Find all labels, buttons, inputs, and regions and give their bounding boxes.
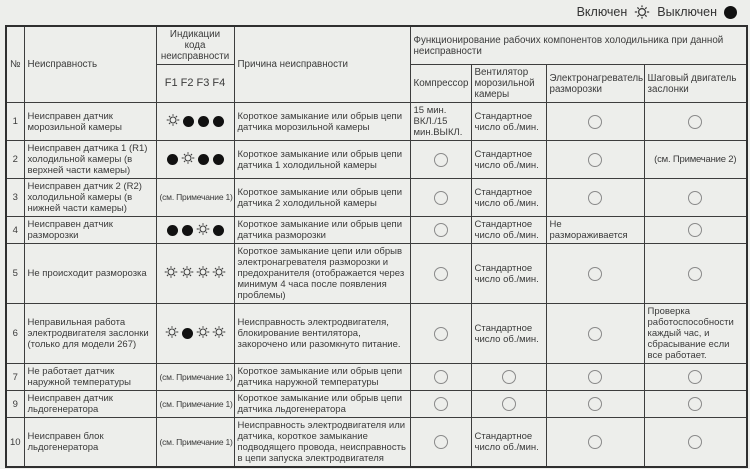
status-circle-icon	[588, 267, 602, 281]
col-header-num: №	[6, 26, 24, 103]
heater-cell	[546, 418, 644, 468]
row-num-cell: 10	[6, 418, 24, 468]
cause-cell: Короткое замыкание или обрыв цепи датчика 2 холодильной камеры	[234, 179, 410, 217]
table-row	[6, 244, 747, 304]
cause-cell: Короткое замыкание или обрыв цепи датчика морозильной камеры	[234, 103, 410, 141]
lamp-on-icon	[212, 325, 226, 342]
status-circle-icon	[588, 327, 602, 341]
fan-cell: Стандартное число об./мин.	[471, 217, 546, 244]
fan-cell	[471, 364, 546, 391]
lamp-on-icon	[181, 151, 195, 168]
heater-cell	[546, 364, 644, 391]
cause-cell: Короткое замыкание цепи или обрыв электронагревателя разморозки и предохранителя (отображается через минимум 4 часа после появления проблемы)	[234, 244, 410, 304]
lamp-on-icon	[166, 113, 180, 130]
status-circle-icon	[588, 397, 602, 411]
col-header-cause: Причина неисправности	[234, 26, 410, 103]
legend-on-label: Включен	[576, 5, 628, 19]
status-circle-icon	[434, 191, 448, 205]
cause-cell: Короткое замыкание или обрыв цепи датчика наружной температуры	[234, 364, 410, 391]
status-circle-icon	[434, 397, 448, 411]
indication-cell	[156, 304, 234, 364]
lamp-on-icon	[196, 222, 210, 239]
fan-cell: Стандартное число об./мин.	[471, 418, 546, 468]
status-circle-icon	[688, 435, 702, 449]
lamp-on-icon	[165, 325, 179, 342]
fault-cell: Неисправен датчик разморозки	[24, 217, 156, 244]
compressor-cell	[410, 391, 471, 418]
row-num-cell: 1	[6, 103, 24, 141]
heater-cell	[546, 179, 644, 217]
status-circle-icon	[434, 153, 448, 167]
table-header	[6, 26, 747, 103]
status-circle-icon	[688, 191, 702, 205]
compressor-cell	[410, 418, 471, 468]
damper-cell	[644, 244, 747, 304]
status-circle-icon	[688, 397, 702, 411]
col-header-fan: Вентилятор морозильной камеры	[471, 65, 546, 103]
status-circle-icon	[434, 223, 448, 237]
fan-cell: Стандартное число об./мин.	[471, 141, 546, 179]
compressor-cell	[410, 179, 471, 217]
lamp-off-icon	[183, 116, 194, 127]
indication-cell	[156, 179, 234, 217]
cause-cell: Неисправность электродвигателя или датчика, короткое замыкание подводящего провода, неисправность в цепи запуска электродвигателя	[234, 418, 410, 468]
compressor-cell	[410, 217, 471, 244]
lamp-off-icon	[198, 116, 209, 127]
status-circle-icon	[588, 370, 602, 384]
row-num-cell: 4	[6, 217, 24, 244]
damper-cell: (см. Примечание 2)	[644, 141, 747, 179]
damper-cell	[644, 179, 747, 217]
fan-cell: Стандартное число об./мин.	[471, 304, 546, 364]
col-header-heater: Электронагреватель разморозки	[546, 65, 644, 103]
fault-table-body	[6, 103, 747, 468]
status-circle-icon	[588, 153, 602, 167]
damper-cell: Проверка работоспособности каждый час, и сбрасывание если все работает.	[644, 304, 747, 364]
col-header-damper: Шаговый двигатель заслонки	[644, 65, 747, 103]
fault-cell: Неисправен датчик льдогенератора	[24, 391, 156, 418]
indication-note: (см. Примечание 1)	[159, 398, 233, 409]
heater-cell	[546, 103, 644, 141]
lamp-on-icon	[634, 4, 650, 20]
indication-cell	[156, 364, 234, 391]
compressor-cell	[410, 244, 471, 304]
cause-cell: Неисправность электродвигателя, блокирование вентилятора, закорочено или разомкнуто питание.	[234, 304, 410, 364]
cause-cell: Короткое замыкание или обрыв цепи датчика разморозки	[234, 217, 410, 244]
status-circle-icon	[434, 435, 448, 449]
damper-cell	[644, 418, 747, 468]
row-num-cell: 3	[6, 179, 24, 217]
row-num-cell: 9	[6, 391, 24, 418]
damper-cell	[644, 364, 747, 391]
table-row	[6, 179, 747, 217]
indication-cell	[156, 391, 234, 418]
lamp-on-icon	[196, 325, 210, 342]
table-row	[6, 391, 747, 418]
symbol-legend	[577, 4, 737, 20]
fan-cell: Стандартное число об./мин.	[471, 103, 546, 141]
status-circle-icon	[688, 267, 702, 281]
table-row	[6, 103, 747, 141]
lamp-off-icon	[167, 225, 178, 236]
heater-cell	[546, 141, 644, 179]
damper-cell	[644, 217, 747, 244]
status-circle-icon	[434, 370, 448, 384]
legend-off-label: Выключен	[657, 5, 717, 19]
status-circle-icon	[688, 223, 702, 237]
lamp-off-icon	[724, 6, 737, 19]
fault-cell: Неисправен датчик морозильной камеры	[24, 103, 156, 141]
fault-cell: Не происходит разморозка	[24, 244, 156, 304]
indication-note: (см. Примечание 1)	[159, 371, 233, 382]
indication-cell	[156, 141, 234, 179]
lamp-off-icon	[182, 328, 193, 339]
cause-cell: Короткое замыкание или обрыв цепи датчика льдогенератора	[234, 391, 410, 418]
compressor-cell	[410, 141, 471, 179]
compressor-cell: 15 мин. ВКЛ./15 мин.ВЫКЛ.	[410, 103, 471, 141]
status-circle-icon	[502, 370, 516, 384]
col-header-indication-codes: F1 F2 F3 F4	[156, 65, 234, 103]
row-num-cell: 2	[6, 141, 24, 179]
heater-cell: Не размораживается	[546, 217, 644, 244]
lamp-off-icon	[182, 225, 193, 236]
row-num-cell: 6	[6, 304, 24, 364]
fan-cell	[471, 391, 546, 418]
table-row	[6, 418, 747, 468]
table-row	[6, 364, 747, 391]
lamp-on-icon	[180, 265, 194, 282]
heater-cell	[546, 391, 644, 418]
fault-cell: Неисправен блок льдогенератора	[24, 418, 156, 468]
fault-cell: Неправильная работа электродвигателя заслонки (только для модели 267)	[24, 304, 156, 364]
lamp-on-icon	[212, 265, 226, 282]
status-circle-icon	[688, 115, 702, 129]
fan-cell: Стандартное число об./мин.	[471, 244, 546, 304]
table-row	[6, 304, 747, 364]
indication-cell	[156, 418, 234, 468]
status-circle-icon	[588, 191, 602, 205]
col-header-indication: Индикации кода неисправности	[156, 26, 234, 65]
compressor-cell	[410, 304, 471, 364]
status-circle-icon	[588, 115, 602, 129]
damper-cell	[644, 103, 747, 141]
status-circle-icon	[688, 370, 702, 384]
row-num-cell: 7	[6, 364, 24, 391]
cause-cell: Короткое замыкание или обрыв цепи датчика 1 холодильной камеры	[234, 141, 410, 179]
indication-cell	[156, 244, 234, 304]
damper-cell	[644, 391, 747, 418]
fault-cell: Неисправен датчика 1 (R1) холодильной камеры (в верхней части камеры)	[24, 141, 156, 179]
col-header-functioning: Функционирование рабочих компонентов холодильника при данной неисправности	[410, 26, 747, 65]
col-header-fault: Неисправность	[24, 26, 156, 103]
col-header-compressor: Компрессор	[410, 65, 471, 103]
compressor-cell	[410, 364, 471, 391]
lamp-off-icon	[167, 154, 178, 165]
fault-code-table	[5, 25, 748, 468]
fault-cell: Неисправен датчик 2 (R2) холодильной камеры (в нижней части камеры)	[24, 179, 156, 217]
lamp-on-icon	[164, 265, 178, 282]
indication-cell	[156, 103, 234, 141]
lamp-off-icon	[213, 225, 224, 236]
fault-cell: Не работает датчик наружной температуры	[24, 364, 156, 391]
row-num-cell: 5	[6, 244, 24, 304]
fan-cell: Стандартное число об./мин.	[471, 179, 546, 217]
indication-cell	[156, 217, 234, 244]
indication-note: (см. Примечание 1)	[159, 192, 233, 202]
status-circle-icon	[434, 327, 448, 341]
heater-cell	[546, 244, 644, 304]
status-circle-icon	[434, 267, 448, 281]
table-row	[6, 217, 747, 244]
table-row	[6, 141, 747, 179]
lamp-off-icon	[213, 154, 224, 165]
status-circle-icon	[502, 397, 516, 411]
lamp-on-icon	[196, 265, 210, 282]
heater-cell	[546, 304, 644, 364]
lamp-off-icon	[213, 116, 224, 127]
lamp-off-icon	[198, 154, 209, 165]
indication-note: (см. Примечание 1)	[159, 436, 233, 447]
status-circle-icon	[588, 435, 602, 449]
